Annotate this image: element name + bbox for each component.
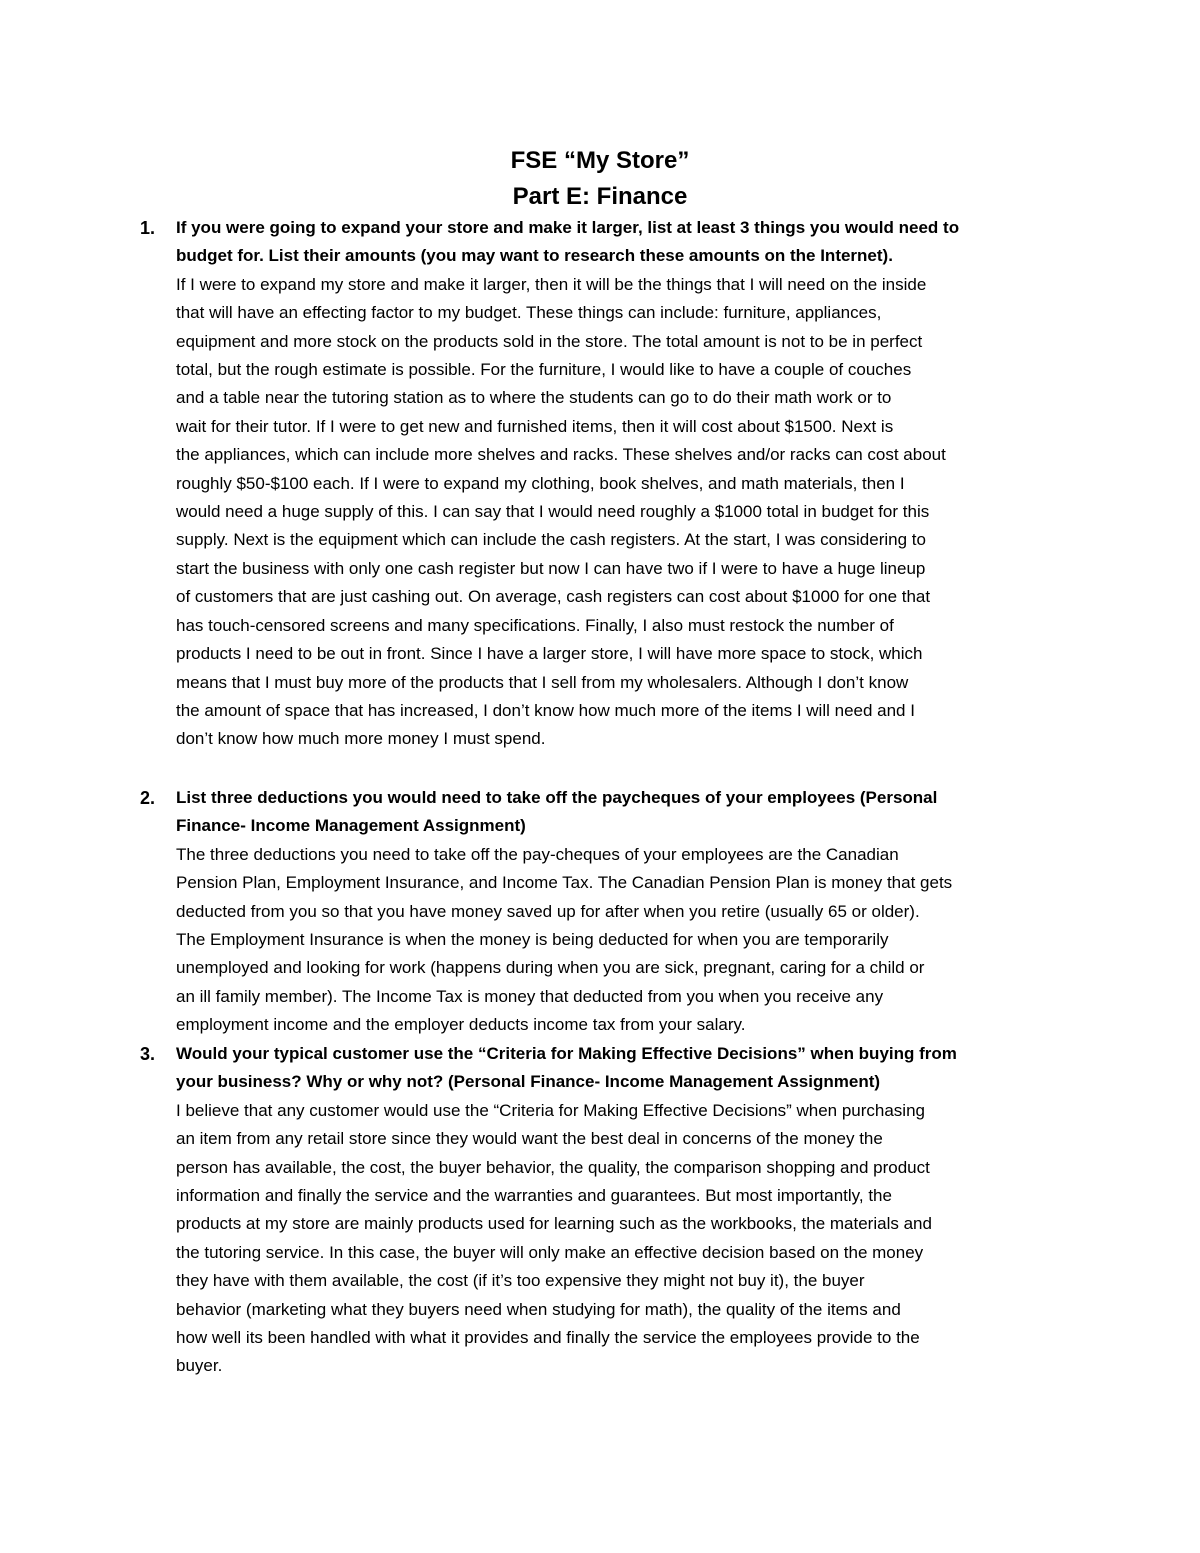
answer-line: unemployed and looking for work (happens during when you are sick, pregnant, caring for a child or [176, 958, 925, 978]
item-body [176, 214, 1070, 754]
answer-line: don’t know how much more money I must spend. [176, 729, 546, 749]
answer-line: an ill family member). The Income Tax is money that deducted from you when you receive any [176, 986, 884, 1006]
answer-line: products at my store are mainly products used for learning such as the workbooks, the materials and [176, 1214, 932, 1234]
question-line: budget for. List their amounts (you may want to research these amounts on the Internet). [176, 246, 893, 266]
answer-line: products I need to be out in front. Since I have a larger store, I will have more space to stock, which [176, 644, 923, 664]
answer-line: person has available, the cost, the buyer behavior, the quality, the comparison shopping and product [176, 1157, 930, 1177]
answer [176, 1097, 1070, 1381]
answer-line: The three deductions you need to take off the pay-cheques of your employees are the Canadian [176, 844, 899, 864]
answer-line: behavior (marketing what they buyers need when studying for math), the quality of the items and [176, 1299, 901, 1319]
answer-line: information and finally the service and the warranties and guarantees. But most importantly, the [176, 1186, 892, 1206]
document-title: FSE “My Store” [510, 147, 690, 174]
answer-line: an item from any retail store since they would want the best deal in concerns of the money the [176, 1129, 883, 1149]
answer-line: deducted from you so that you have money saved up for after when you retire (usually 65 or older). [176, 901, 920, 921]
question [176, 214, 1070, 271]
item-body [176, 1040, 1070, 1381]
answer-line: If I were to expand my store and make it larger, then it will be the things that I will need on the inside [176, 274, 927, 294]
answer-line: start the business with only one cash register but now I can have two if I were to have a huge lineup [176, 558, 926, 578]
answer-line: the appliances, which can include more shelves and racks. These shelves and/or racks can cost about [176, 445, 946, 465]
answer-line: that will have an effecting factor to my budget. These things can include: furniture, appliances, [176, 303, 882, 323]
answer-line: they have with them available, the cost (if it’s too expensive they might not buy it), the buyer [176, 1271, 865, 1291]
question [176, 1040, 1070, 1097]
answer-line: total, but the rough estimate is possible. For the furniture, I would like to have a couple of couches [176, 360, 912, 380]
question-line: Would your typical customer use the “Criteria for Making Effective Decisions” when buying from [176, 1044, 957, 1063]
answer-line: the amount of space that has increased, I don’t know how much more of the items I will need and I [176, 700, 915, 720]
item-number: 3. [140, 1044, 156, 1064]
answer-line: supply. Next is the equipment which can include the cash registers. At the start, I was considering to [176, 530, 926, 550]
answer [176, 271, 1070, 754]
answer-line: roughly $50-$100 each. If I were to expand my clothing, book shelves, and math materials, then I [176, 473, 905, 493]
answer-line: would need a huge supply of this. I can say that I would need roughly a $1000 total in budget for this [176, 502, 930, 522]
answer-line: employment income and the employer deducts income tax from your salary. [176, 1015, 746, 1035]
answer-line: of customers that are just cashing out. On average, cash registers can cost about $1000 for one that [176, 587, 931, 607]
document-subtitle: Part E: Finance [512, 183, 688, 210]
answer-line: means that I must buy more of the products that I sell from my wholesalers. Although I don’t know [176, 672, 909, 692]
question-line: your business? Why or why not? (Personal Finance- Income Management Assignment) [176, 1072, 881, 1092]
question-line: Finance- Income Management Assignment) [176, 816, 526, 836]
item-number: 2. [140, 788, 156, 808]
answer-line: Pension Plan, Employment Insurance, and Income Tax. The Canadian Pension Plan is money that gets [176, 873, 953, 893]
answer-line: The Employment Insurance is when the money is being deducted for when you are temporarily [176, 930, 889, 950]
answer-line: has touch-censored screens and many specifications. Finally, I also must restock the number of [176, 615, 894, 635]
item-body [176, 784, 1070, 1040]
question [176, 784, 1070, 841]
answer-line: and a table near the tutoring station as to where the students can go to do their math work or to [176, 388, 892, 408]
answer-line: wait for their tutor. If I were to get new and furnished items, then it will cost about $1500. Next is [176, 416, 894, 436]
answer-line: buyer. [176, 1356, 223, 1376]
question-line: If you were going to expand your store and make it larger, list at least 3 things you would need to [176, 218, 960, 237]
question-line: List three deductions you would need to take off the paycheques of your employees (Personal [176, 788, 938, 807]
answer-line: equipment and more stock on the products sold in the store. The total amount is not to be in perfect [176, 331, 923, 351]
answer [176, 841, 1070, 1040]
item-number: 1. [140, 218, 156, 238]
answer-line: the tutoring service. In this case, the buyer will only make an effective decision based on the money [176, 1242, 924, 1262]
answer-line: I believe that any customer would use the “Criteria for Making Effective Decisions” when purchasing [176, 1100, 925, 1120]
answer-line: how well its been handled with what it provides and finally the service the employees provide to the [176, 1328, 920, 1348]
